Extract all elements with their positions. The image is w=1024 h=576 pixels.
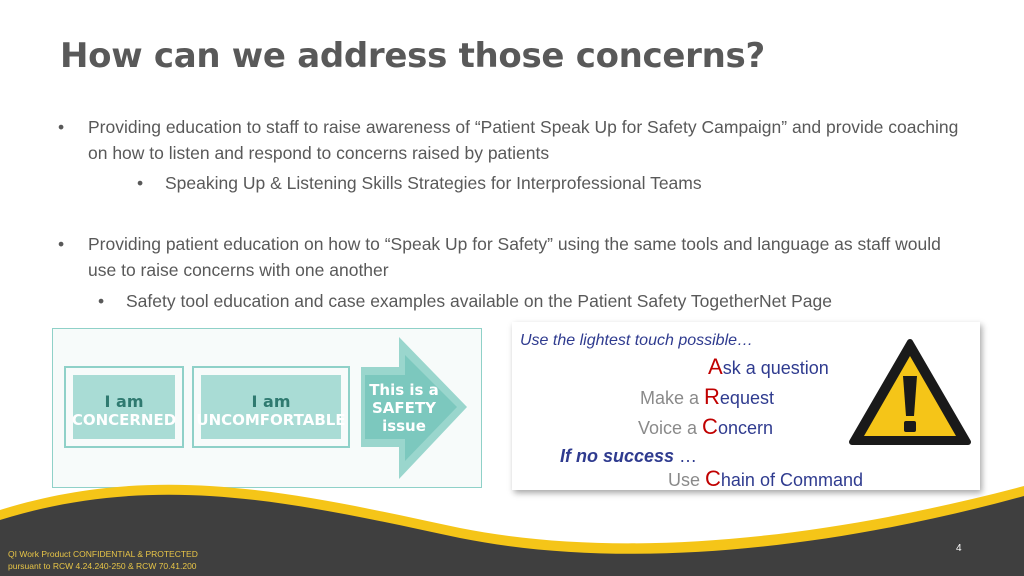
step2-line1: I am: [251, 392, 291, 411]
bullet-dot: •: [58, 117, 65, 137]
tools-intro: Use the lightest touch possible…: [520, 332, 754, 349]
bullet-dot: •: [58, 234, 65, 254]
tool-request: [640, 384, 774, 410]
step1-label: [65, 392, 183, 430]
bullet-dot: •: [137, 173, 144, 193]
step1-line1: I am: [104, 392, 144, 411]
tool-concern-prefix: Voice a: [638, 418, 703, 438]
footer-line2: pursuant to RCW 4.24.240-250 & RCW 70.41.200: [8, 561, 197, 571]
sub-bullet-text: Speaking Up & Listening Skills Strategies for Interprofessional Teams: [165, 173, 702, 193]
sub-bullet-item: [137, 170, 965, 196]
step3-line3: issue: [382, 417, 426, 435]
if-no-ellipsis: …: [674, 446, 698, 466]
step3-label: [367, 381, 441, 435]
tool-concern-cap: C: [702, 414, 718, 439]
bullet-text: Providing education to staff to raise awareness of “Patient Speak Up for Safety Campaign” and provide coaching on how to listen and respond to concerns raised by patients: [88, 117, 959, 163]
footer-line1: QI Work Product CONFIDENTIAL & PROTECTED: [8, 549, 198, 559]
tool-ask-rest: sk a question: [722, 358, 829, 378]
tool-ask: [708, 354, 829, 380]
bullet-item: [58, 231, 968, 283]
bullet-dot: •: [98, 291, 105, 311]
sub-bullet-text: Safety tool education and case examples available on the Patient Safety TogetherNet Page: [126, 291, 832, 311]
tool-chain-prefix: Use: [668, 470, 706, 490]
step2-label: [195, 392, 347, 430]
bullet-text: Providing patient education on how to “Speak Up for Safety” using the same tools and language as staff would use to raise concerns with one another: [88, 234, 941, 280]
tool-chain-cap: C: [705, 466, 721, 491]
tool-request-rest: equest: [719, 388, 774, 408]
tool-request-prefix: Make a: [640, 388, 705, 408]
bullet-item: [58, 114, 968, 166]
tool-chain-rest: hain of Command: [720, 470, 863, 490]
page-number: 4: [956, 543, 962, 554]
tool-ask-cap: A: [708, 354, 723, 379]
step1-line2: CONCERNED: [71, 411, 177, 429]
confidentiality-footer: [8, 548, 268, 572]
if-no-text: If no success: [560, 446, 675, 466]
tool-request-cap: R: [704, 384, 720, 409]
step2-line2: UNCOMFORTABLE: [196, 411, 346, 429]
step3-line1: This is a: [369, 381, 439, 399]
sub-bullet-item: [98, 288, 966, 314]
slide-title: How can we address those concerns?: [60, 36, 765, 76]
tool-concern-rest: oncern: [717, 418, 773, 438]
step3-line2: SAFETY: [372, 399, 436, 417]
